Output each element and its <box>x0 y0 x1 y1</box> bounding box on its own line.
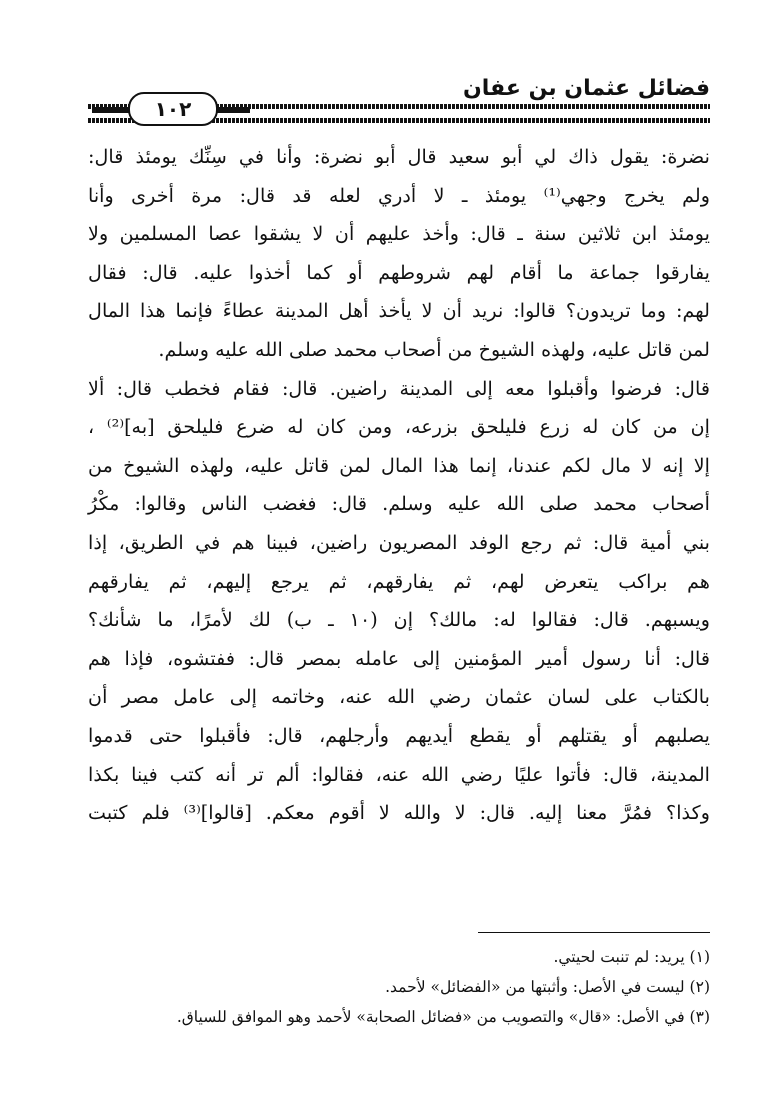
text-line: يصلبهم أو يقتلهم أو يقطع أيديهم وأرجلهم، قال: فأقبلوا حتى قدموا <box>88 723 710 747</box>
text-line: يفارقوا جماعة ما أقام لهم شروطهم أو كما أخذوا عليه. قال: فقال <box>88 260 710 284</box>
text-line: لهم: وما تريدون؟ قالوا: نريد أن لا يأخذ أهل المدينة عطاءً فإنما هذا المال <box>88 299 710 323</box>
text-line: نضرة: يقول ذاك لي أبو سعيد قال أبو نضرة: وأنا في سِنِّك يومئذ قال: <box>88 145 710 168</box>
footnote: (٣) في الأصل: «قال» والتصويب من «فضائل الصحابة» لأحمد وهو الموافق للسياق. <box>176 1008 710 1026</box>
text-line: المدينة، قال: فأتوا عليًا رضي الله عنه، فقالوا: ألم تر أنه كتب فينا بكذا <box>88 762 710 786</box>
footnote: (١) يريد: لم تنبت لحيتي. <box>553 948 710 966</box>
text-line: بني أمية قال: ثم رجع الوفد المصريون راضين، فبينا هم في الطريق، إذا <box>88 530 710 554</box>
text-line: يومئذ ابن ثلاثين سنة ـ قال: وأخذ عليهم أن لا يشقوا عصا المسلمين ولا <box>88 222 710 246</box>
footnote-divider <box>478 932 710 933</box>
text-line: بالكتاب على لسان عثمان رضي الله عنه، وخاتمه إلى عامل مصر أن <box>88 685 710 709</box>
footnotes <box>88 942 710 1032</box>
main-text <box>88 138 710 833</box>
text-line: إن من كان له زرع فليلحق بزرعه، ومن كان له ضرع فليلحق [به]⁽²⁾ ، <box>88 415 710 439</box>
page-title: فضائل عثمان بن عفان <box>463 76 710 101</box>
page-header <box>88 74 710 126</box>
badge-ornament-left <box>92 107 132 113</box>
text-line: ويسبهم. قال: فقالوا له: مالك؟ إن (١٠ ـ ب) لك لأمرًا، ما شأنك؟ <box>88 608 710 632</box>
text-line: وكذا؟ فمُرَّ معنا إليه. قال: لا والله لا أقوم معكم. [قالوا]⁽³⁾ فلم كتبت <box>88 801 710 825</box>
text-line: إلا إنه لا مال لكم عندنا، إنما هذا المال لمن قاتل عليه، ولهذه الشيوخ من <box>88 453 710 477</box>
text-line: قال: فرضوا وأقبلوا معه إلى المدينة راضين. قال: فقام فخطب قال: ألا <box>88 376 710 400</box>
text-line: هم براكب يتعرض لهم، ثم يفارقهم، ثم يرجع إليهم، ثم يفارقهم <box>88 569 710 593</box>
footnote: (٢) ليست في الأصل: وأثبتها من «الفضائل» لأحمد. <box>385 978 710 996</box>
text-line: قال: أنا رسول أمير المؤمنين إلى عامله بمصر قال: ففتشوه، فإذا هم <box>88 646 710 670</box>
page-number: ١٠٢ <box>128 92 218 126</box>
text-line: لمن قاتل عليه، ولهذه الشيوخ من أصحاب محمد صلى الله عليه وسلم. <box>158 337 710 361</box>
text-line: ولم يخرج وجهي⁽¹⁾ يومئذ ـ لا أدري لعله قد قال: مرة أخرى وأنا <box>88 183 710 207</box>
text-line: أصحاب محمد صلى الله عليه وسلم. قال: فغضب الناس وقالوا: مكْرُ <box>88 492 710 516</box>
